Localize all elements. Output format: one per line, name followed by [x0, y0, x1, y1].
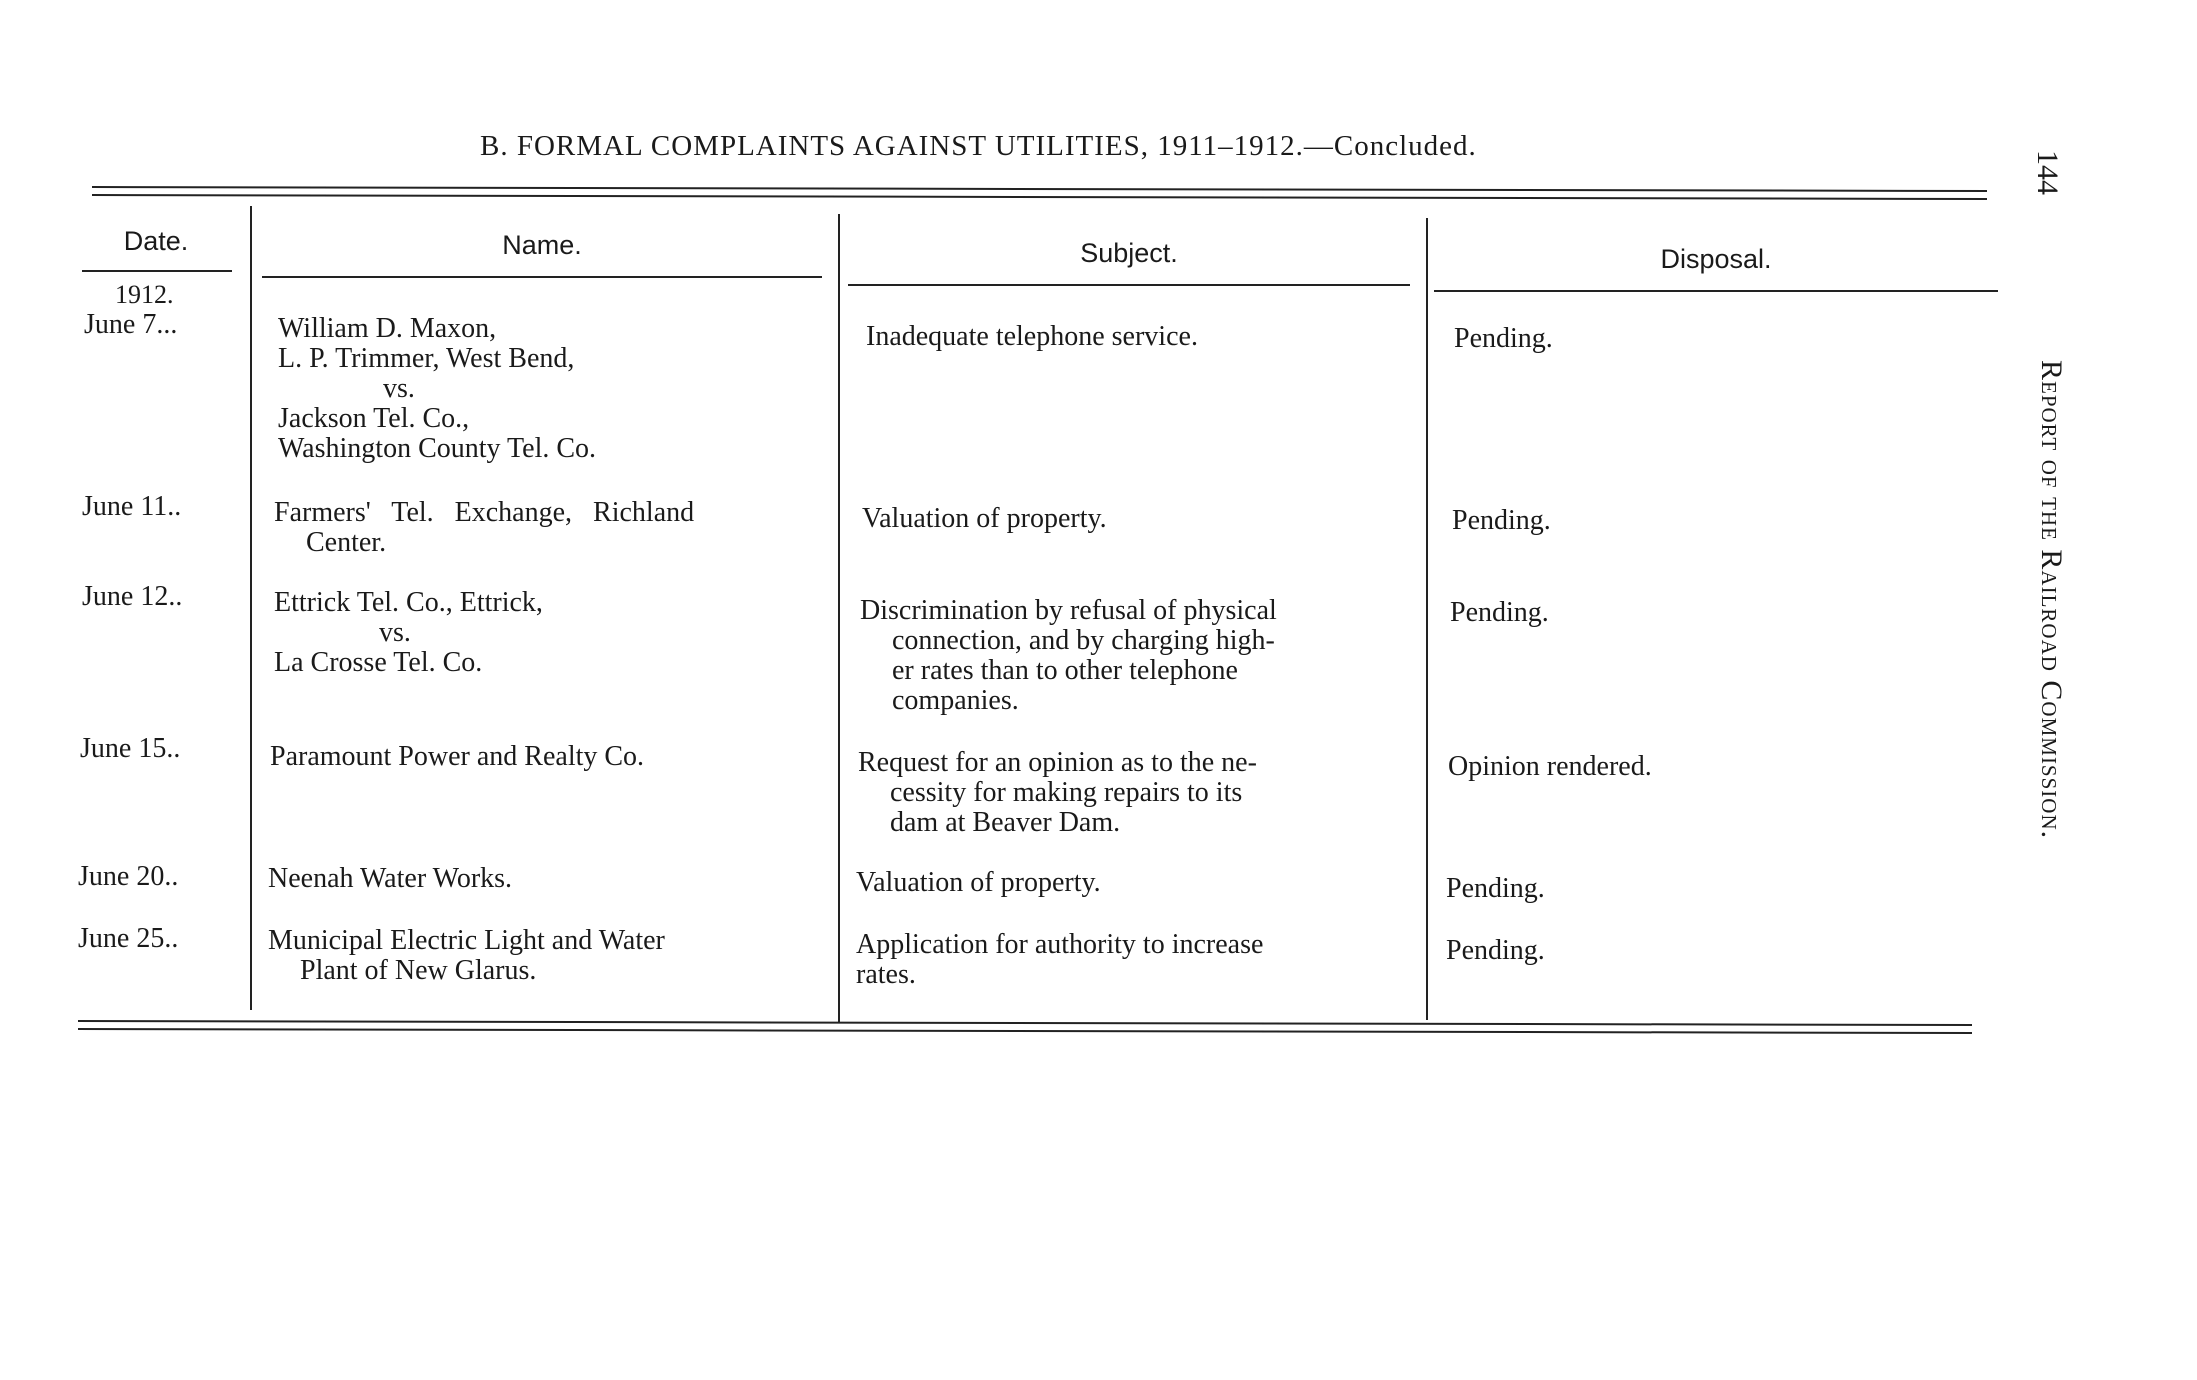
row-disposal: Opinion rendered.	[1448, 751, 1652, 782]
row-date: June 11..	[82, 491, 182, 522]
row-disposal: Pending.	[1450, 597, 1549, 628]
name-line: Center.	[306, 527, 387, 558]
subject-line: cessity for making repairs to its	[890, 777, 1243, 808]
row-name	[274, 588, 543, 678]
row-subject	[856, 930, 1263, 990]
row-name	[274, 498, 694, 558]
name-line: La Crosse Tel. Co.	[274, 647, 483, 678]
name-line: Jackson Tel. Co.,	[278, 403, 470, 434]
row-subject	[860, 596, 1277, 716]
row-date: June 7...	[84, 309, 178, 340]
table-title: B. FORMAL COMPLAINTS AGAINST UTILITIES, 1911–1912.—Concluded.	[480, 130, 1477, 162]
subject-line: Valuation of property.	[862, 503, 1107, 534]
header-subject: Subject.	[1080, 238, 1178, 268]
row-subject	[858, 748, 1257, 838]
row-name	[268, 926, 665, 986]
subject-line: connection, and by charging high-	[892, 625, 1275, 656]
header-disposal: Disposal.	[1660, 244, 1772, 274]
header-date: Date.	[123, 226, 189, 256]
page-number: 144	[2031, 150, 2064, 195]
row-name	[278, 314, 596, 464]
row-date: June 15..	[80, 733, 181, 764]
name-line: Plant of New Glarus.	[300, 955, 537, 986]
subject-line: Application for authority to increase	[856, 929, 1264, 960]
subject-line: dam at Beaver Dam.	[890, 807, 1121, 838]
row-date: June 25..	[78, 923, 179, 954]
column-divider	[838, 214, 840, 1022]
row-disposal: Pending.	[1446, 935, 1545, 966]
name-line: vs.	[383, 373, 415, 404]
name-line: Ettrick Tel. Co., Ettrick,	[274, 587, 543, 618]
name-line: Municipal Electric Light and Water	[268, 925, 665, 956]
row-date: June 12..	[82, 581, 183, 612]
name-line: Neenah Water Works.	[268, 863, 513, 894]
subject-line: rates.	[856, 959, 916, 990]
row-subject	[866, 322, 1198, 352]
column-divider	[1426, 218, 1428, 1020]
bottom-rule	[78, 1028, 1972, 1034]
row-disposal: Pending.	[1452, 505, 1551, 536]
row-disposal: Pending.	[1446, 873, 1545, 904]
running-head: Report of the Railroad Commission.	[2035, 360, 2068, 840]
bottom-rule	[78, 1020, 1972, 1026]
row-date: June 20..	[78, 861, 179, 892]
column-divider	[250, 206, 252, 1010]
year-label: 1912.	[115, 280, 174, 309]
name-line: William D. Maxon,	[278, 313, 497, 344]
name-line: vs.	[379, 617, 411, 648]
top-rule	[92, 194, 1987, 200]
header-underline	[848, 284, 1410, 286]
header-underline	[82, 270, 232, 272]
subject-line: er rates than to other telephone	[892, 655, 1238, 686]
header-name: Name.	[502, 230, 582, 260]
subject-line: Inadequate telephone service.	[866, 321, 1198, 352]
row-name	[268, 864, 512, 894]
name-line: Farmers' Tel. Exchange, Richland	[274, 497, 695, 528]
subject-line: companies.	[892, 685, 1019, 716]
row-subject	[856, 868, 1101, 898]
row-subject	[862, 504, 1107, 534]
row-disposal: Pending.	[1454, 323, 1553, 354]
subject-line: Request for an opinion as to the ne-	[858, 747, 1257, 778]
top-rule	[92, 186, 1987, 192]
name-line: Washington County Tel. Co.	[278, 433, 597, 464]
name-line: Paramount Power and Realty Co.	[270, 741, 645, 772]
header-underline	[1434, 290, 1998, 292]
subject-line: Discrimination by refusal of physical	[860, 595, 1277, 626]
subject-line: Valuation of property.	[856, 867, 1101, 898]
name-line: L. P. Trimmer, West Bend,	[278, 343, 575, 374]
header-underline	[262, 276, 822, 278]
row-name	[270, 742, 644, 772]
